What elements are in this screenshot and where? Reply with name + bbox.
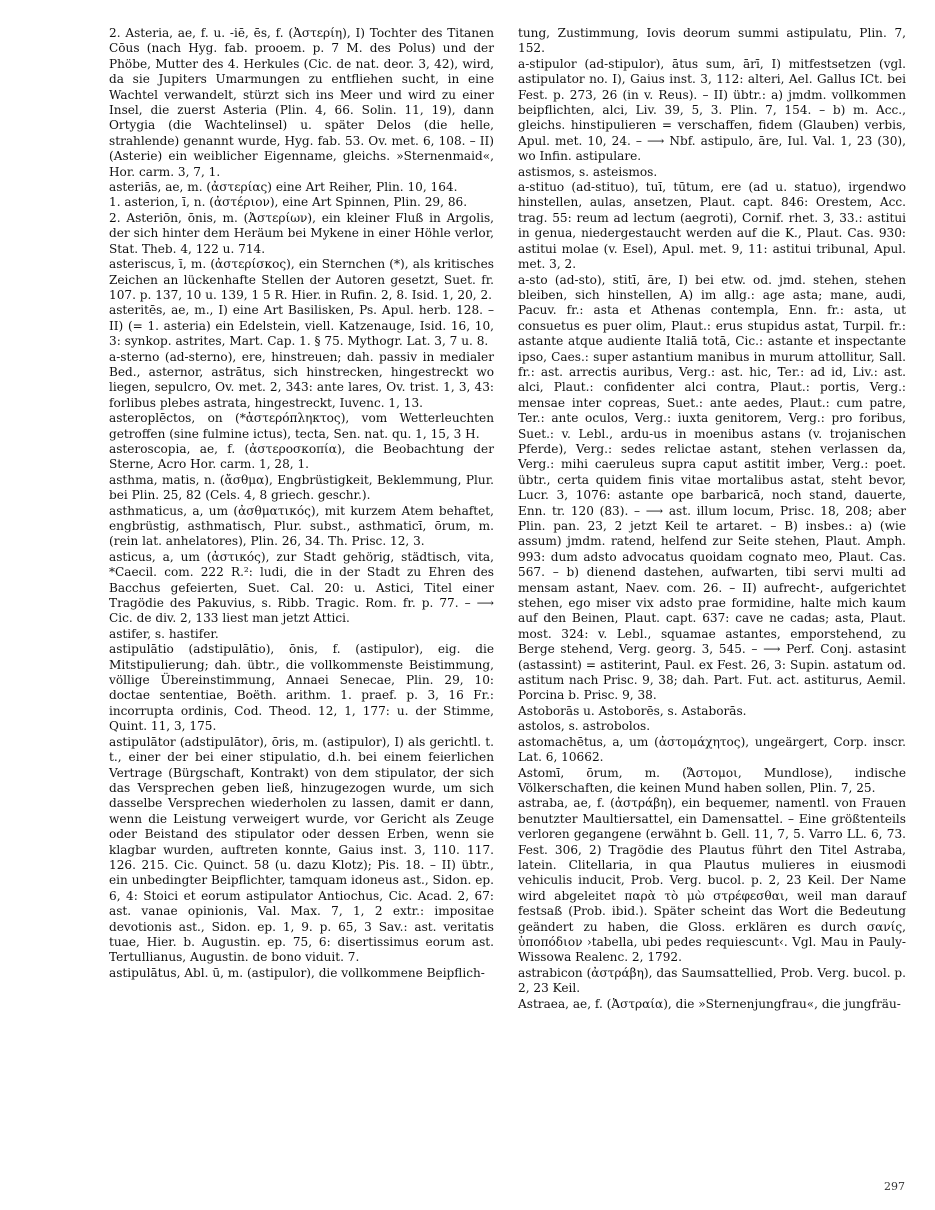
entry-asteroplectos: asteroplēctos, on (*ἀστερόπληκτος), vom Wetterleuchten getroffen (sine fulmine ictus), tecta, Sen. nat. qu. 1, 15, 3 H.: [109, 411, 494, 441]
page-number: 297: [884, 1180, 905, 1193]
entry-asticus: asticus, a, um (ἀστικός), zur Stadt gehörig, städtisch, vita, *Caecil. com. 222 R.²: ludi, die in der Stadt zu Ehren des Bacchus gefeierten, Suet. Cal. 20: u. Astici, Titel einer Tragödie des Pakuvius, s. Ribb. Tragic. Rom. fr. p. 77. – ⟶ Cic. de div. 2, 133 liest man jetzt Attici.: [109, 549, 494, 626]
entry-asterion-2: 2. Asteriōn, ōnis, m. (Ἀστερίων), ein kleiner Fluß in Argolis, der sich hinter dem Heräum bei Mykene in einer Höhle verlor, Stat. Theb. 4, 122 u. 714.: [109, 210, 494, 256]
entry-asterion-1: 1. asterion, ī, n. (ἀστέριον), eine Art Spinnen, Plin. 29, 86.: [109, 195, 468, 210]
entry-astipulatus-continued: tung, Zustimmung, Iovis deorum summi astipulatu, Plin. 7, 152.: [518, 26, 906, 56]
entry-a-sterno: a-sterno (ad-sterno), ere, hinstreuen; dah. passiv in medialer Bed., asternor, astrātus, sich hinstrecken, hingestreckt wo liegen, sepulcro, Ov. met. 2, 343: ante lares, Ov. trist. 1, 3, 43: forlibus plebes astrata, hingestreckt, Iuvenc. 1, 13.: [109, 349, 494, 410]
entry-asteria-2: 2. Asteria, ae, f. u. -iē, ēs, f. (Ἀστερίη), I) Tochter des Titanen Cōus (nach Hyg. fab. prooem. p. 7 M. des Polus) und der Phöbe, Mutter des 4. Herkules (Cic. de nat. deor. 3, 42), wird, da sie Jupiters Umarmungen zu entfliehen sucht, in eine Wachtel verwandelt, stürzt sich ins Meer und wird zu einer Insel, die zuerst Asteria (Plin. 4, 66. Solin. 11, 19), dann Ortygia (die Wachtelinsel) u. später Delos (die helle, strahlende) genannt wurde, Hyg. fab. 53. Ov. met. 6, 108. – II) (Asterie) ein weiblicher Eigenname, gleichs. »Sternenmaid«, Hor. carm. 3, 7, 1.: [109, 26, 494, 179]
entry-astomi: Astomī, ōrum, m. (Ἄστομοι, Mundlose), indische Völkerschaften, die keinen Mund haben sollen, Plin. 7, 25.: [518, 765, 906, 795]
entry-astraea: Astraea, ae, f. (Ἀστραία), die »Sternenjungfrau«, die jungfräu-: [518, 996, 901, 1011]
entry-asterites: asteritēs, ae, m., I) eine Art Basilisken, Ps. Apul. herb. 128. – II) (= 1. asteria) ein Edelstein, viell. Katzenauge, Isid. 16, 10, 3: synkop. astrites, Mart. Cap. 1. § 75. Mythogr. Lat. 3, 7 u. 8.: [109, 303, 494, 349]
entry-astipulatio: astipulātio (adstipulātio), ōnis, f. (astipulor), eig. die Mitstipulierung; dah. übtr., die vollkommenste Beistimmung, völlige Übereinstimmung, Annaei Senecae, Plin. 29, 10: doctae sententiae, Boëth. arithm. 1. praef. p. 3, 16 Fr.: incorrupta ordinis, Cod. Theod. 12, 1, 177: u. der Stimme, Quint. 11, 3, 175.: [109, 642, 494, 734]
entry-a-sto: a-sto (ad-sto), stitī, āre, I) bei etw. od. jmd. stehen, stehen bleiben, sich hinstellen, A) im allg.: age asta; mane, audi, Pacuv. fr.: asta et Athenas contempla, Enn. fr.: asta, ut consuetus es puer olim, Plaut.: erus stupidus astat, Turpil. fr.: astante atque audiente Italiā totā, Cic.: astante et inspectante ipso, Caes.: super astantium manibus in murum attollitur, Sall. fr.: ast. arrectis auribus, Verg.: ast. hic, Ter.: ad id, Liv.: ast. alci, Plaut.: confidenter alci contra, Plaut.: portis, Verg.: mensae inter copreas, Suet.: ante aedes, Plaut.: cum patre, Ter.: ante oculos, Verg.: iuxta genitorem, Verg.: pro foribus, Suet.: v. Lebl., ardu-us in moenibus astans (v. trojanischen Pferde), Verg.: sedes relictae astant, stehen verlassen da, Verg.: mihi caeruleus supra caput astitit imber, Verg.: poet. übtr., certa quidem finis vitae mortalibus astat, steht bevor, Lucr. 3, 1076: astante ope barbaricā, noch stand, dauerte, Enn. tr. 120 (83). – ⟶ ast. illum locum, Prisc. 18, 208; aber Plin. pan. 23, 2 jetzt Keil te artaret. – B) insbes.: a) (wie assum) jmdm. ratend, helfend zur Seite stehen, Plaut. Amph. 993: dum adsto advocatus quoidam cognato meo, Plaut. Cas. 567. – b) dienend dastehen, aufwarten, tibi servi multi ad mensam astant, Naev. com. 26. – II) aufrecht-, aufgerichtet stehen, ego miser vix adsto prae formidine, halte mich kaum auf den Beinen, Plaut. capt. 637: cave ne cadas; asta, Plaut. most. 324: v. Lebl., squamae astantes, emporstehend, zu Berge stehend, Verg. georg. 3, 545. – ⟶ Perf. Conj. astasint (astassint) = astiterint, Paul. ex Fest. 26, 3: Supin. astatum od. astitum nach Prisc. 9, 38; dah. Part. Fut. act. astiturus, Aemil. Porcina b. Prisc. 9, 38.: [518, 272, 906, 703]
entry-astraba: astraba, ae, f. (ἀστράβη), ein bequemer, namentl. von Frauen benutzter Maultiersattel, ein Damensattel. – Eine größtenteils verloren gegangene (erwähnt b. Gell. 11, 7, 5. Varro LL. 6, 73. Fest. 306, 2) Tragödie des Plautus führt den Titel Astraba, latein. Clitellaria, in qua Plautus mulieres in eiusmodi vehiculis inducit, Prob. Verg. bucol. p. 2, 23 Keil. Der Name wird abgeleitet παρὰ τὸ μὼ στρέφεσθαι, weil man darauf festsaß (Prob. ibid.). Später scheint das Wort die Bedeutung geändert zu haben, die Gloss. erklären es durch σανίς, ὑποπόδιον ›tabella, ubi pedes requiescunt‹. Vgl. Mau in Pauly-Wissowa Realenc. 2, 1792.: [518, 796, 906, 965]
entry-astipulatus: astipulātus, Abl. ū, m. (astipulor), die vollkommene Beipflich-: [109, 965, 485, 980]
entry-astifer: astifer, s. hastifer.: [109, 626, 219, 641]
entry-asteriscus: asteriscus, ī, m. (ἀστερίσκος), ein Sternchen (*), als kritisches Zeichen an lückenhafte Stellen der Autoren gesetzt, Suet. fr. 107. p. 137, 10 u. 139, 1 5 R. Hier. in Rufin. 2, 8. Isid. 1, 20, 2.: [109, 257, 494, 302]
entry-a-stipulor: a-stipulor (ad-stipulor), ātus sum, ārī, I) mitfestsetzen (vgl. astipulator no. I), Gaius inst. 3, 112: alteri, Ael. Gallus ICt. bei Fest. p. 273, 26 (in v. Reus). – II) übtr.: a) jmdm. vollkommen beipflichten, alci, Liv. 39, 5, 3. Plin. 7, 154. – b) m. Acc., gleichs. hinstipulieren = verschaffen, fidem (Glauben) verbis, Apul. met. 10, 24. – ⟶ Nbf. astipulo, āre, Iul. Val. 1, 23 (30), wo Infin. astipulare.: [518, 56, 906, 164]
entry-a-stituo: a-stituo (ad-stituo), tuī, tūtum, ere (ad u. statuo), irgendwo hinstellen, aulas, ansetzen, Plaut. capt. 846: Orestem, Acc. trag. 55: reum ad lectum (aegroti), Cornif. rhet. 3, 33.: astitui in genua, niedergestaucht werden auf die K., Plaut. Cas. 930: astitui molae (v. Esel), Apul. met. 9, 11: astitui tribunal, Apul. met. 3, 2.: [518, 180, 906, 272]
entry-asthmaticus: asthmaticus, a, um (ἀσθματικός), mit kurzem Atem behaftet, engbrüstig, asthmatisch, Plur. subst., asthmaticī, ōrum, m. (rein lat. anhelatores), Plin. 26, 34. Th. Prisc. 12, 3.: [109, 503, 494, 549]
entry-asthma: asthma, matis, n. (ἄσθμα), Engbrüstigkeit, Beklemmung, Plur. bei Plin. 25, 82 (Cels. 4, 8 griech. geschr.).: [109, 472, 494, 503]
entry-astomachetus: astomachētus, a, um (ἀστομάχητος), ungeärgert, Corp. inscr. Lat. 6, 10662.: [518, 734, 906, 765]
entry-astoboras: Astoborās u. Astoborēs, s. Astaborās.: [518, 703, 747, 718]
entry-astipulator: astipulātor (adstipulātor), ōris, m. (astipulor), I) als gerichtl. t. t., einer der bei einer stipulatio, d.h. bei einem feierlichen Vertrage (Bürgschaft, Kontrakt) von dem stipulator, der sich das Versprechen geben ließ, hinzugezogen wurde, um sich dasselbe Versprechen wiederholen zu lassen, damit er dann, wenn die Leistung verweigert wurde, vor Gericht als Zeuge oder Beistand des stipulator oder dessen Erben, wenn sie klagbar wurden, auftreten konnte, Gaius inst. 3, 110. 117. 126. 215. Cic. Quinct. 58 (u. dazu Klotz); Pis. 18. – II) übtr., ein unbedingter Beipflichter, tamquam idoneus ast., Sidon. ep. 6, 4: Stoici et eorum astipulator Antiochus, Cic. Acad. 2, 67: ast. vanae opinionis, Val. Max. 7, 1, 2 extr.: impositae devotionis ast., Sidon. ep. 1, 9. p. 65, 3 Sav.: ast. veritatis tuae, Hier. b. Augustin. ep. 75, 6: disertissimus eorum ast. Tertullianus, Augustin. de bono viduit. 7.: [109, 734, 494, 965]
left-column: [109, 26, 494, 981]
entry-asterias: asteriās, ae, m. (ἀστερίας) eine Art Reiher, Plin. 10, 164.: [109, 180, 458, 195]
entry-asteroscopia: asteroscopia, ae, f. (ἀστεροσκοπία), die Beobachtung der Sterne, Acro Hor. carm. 1, 28, 1.: [109, 441, 494, 472]
entry-astismos: astismos, s. asteismos.: [518, 164, 658, 179]
entry-astolos: astolos, s. astrobolos.: [518, 719, 651, 734]
entry-astrabicon: astrabicon (ἀστράβη), das Saumsattellied, Prob. Verg. bucol. p. 2, 23 Keil.: [518, 965, 906, 996]
right-column: [518, 26, 906, 1012]
